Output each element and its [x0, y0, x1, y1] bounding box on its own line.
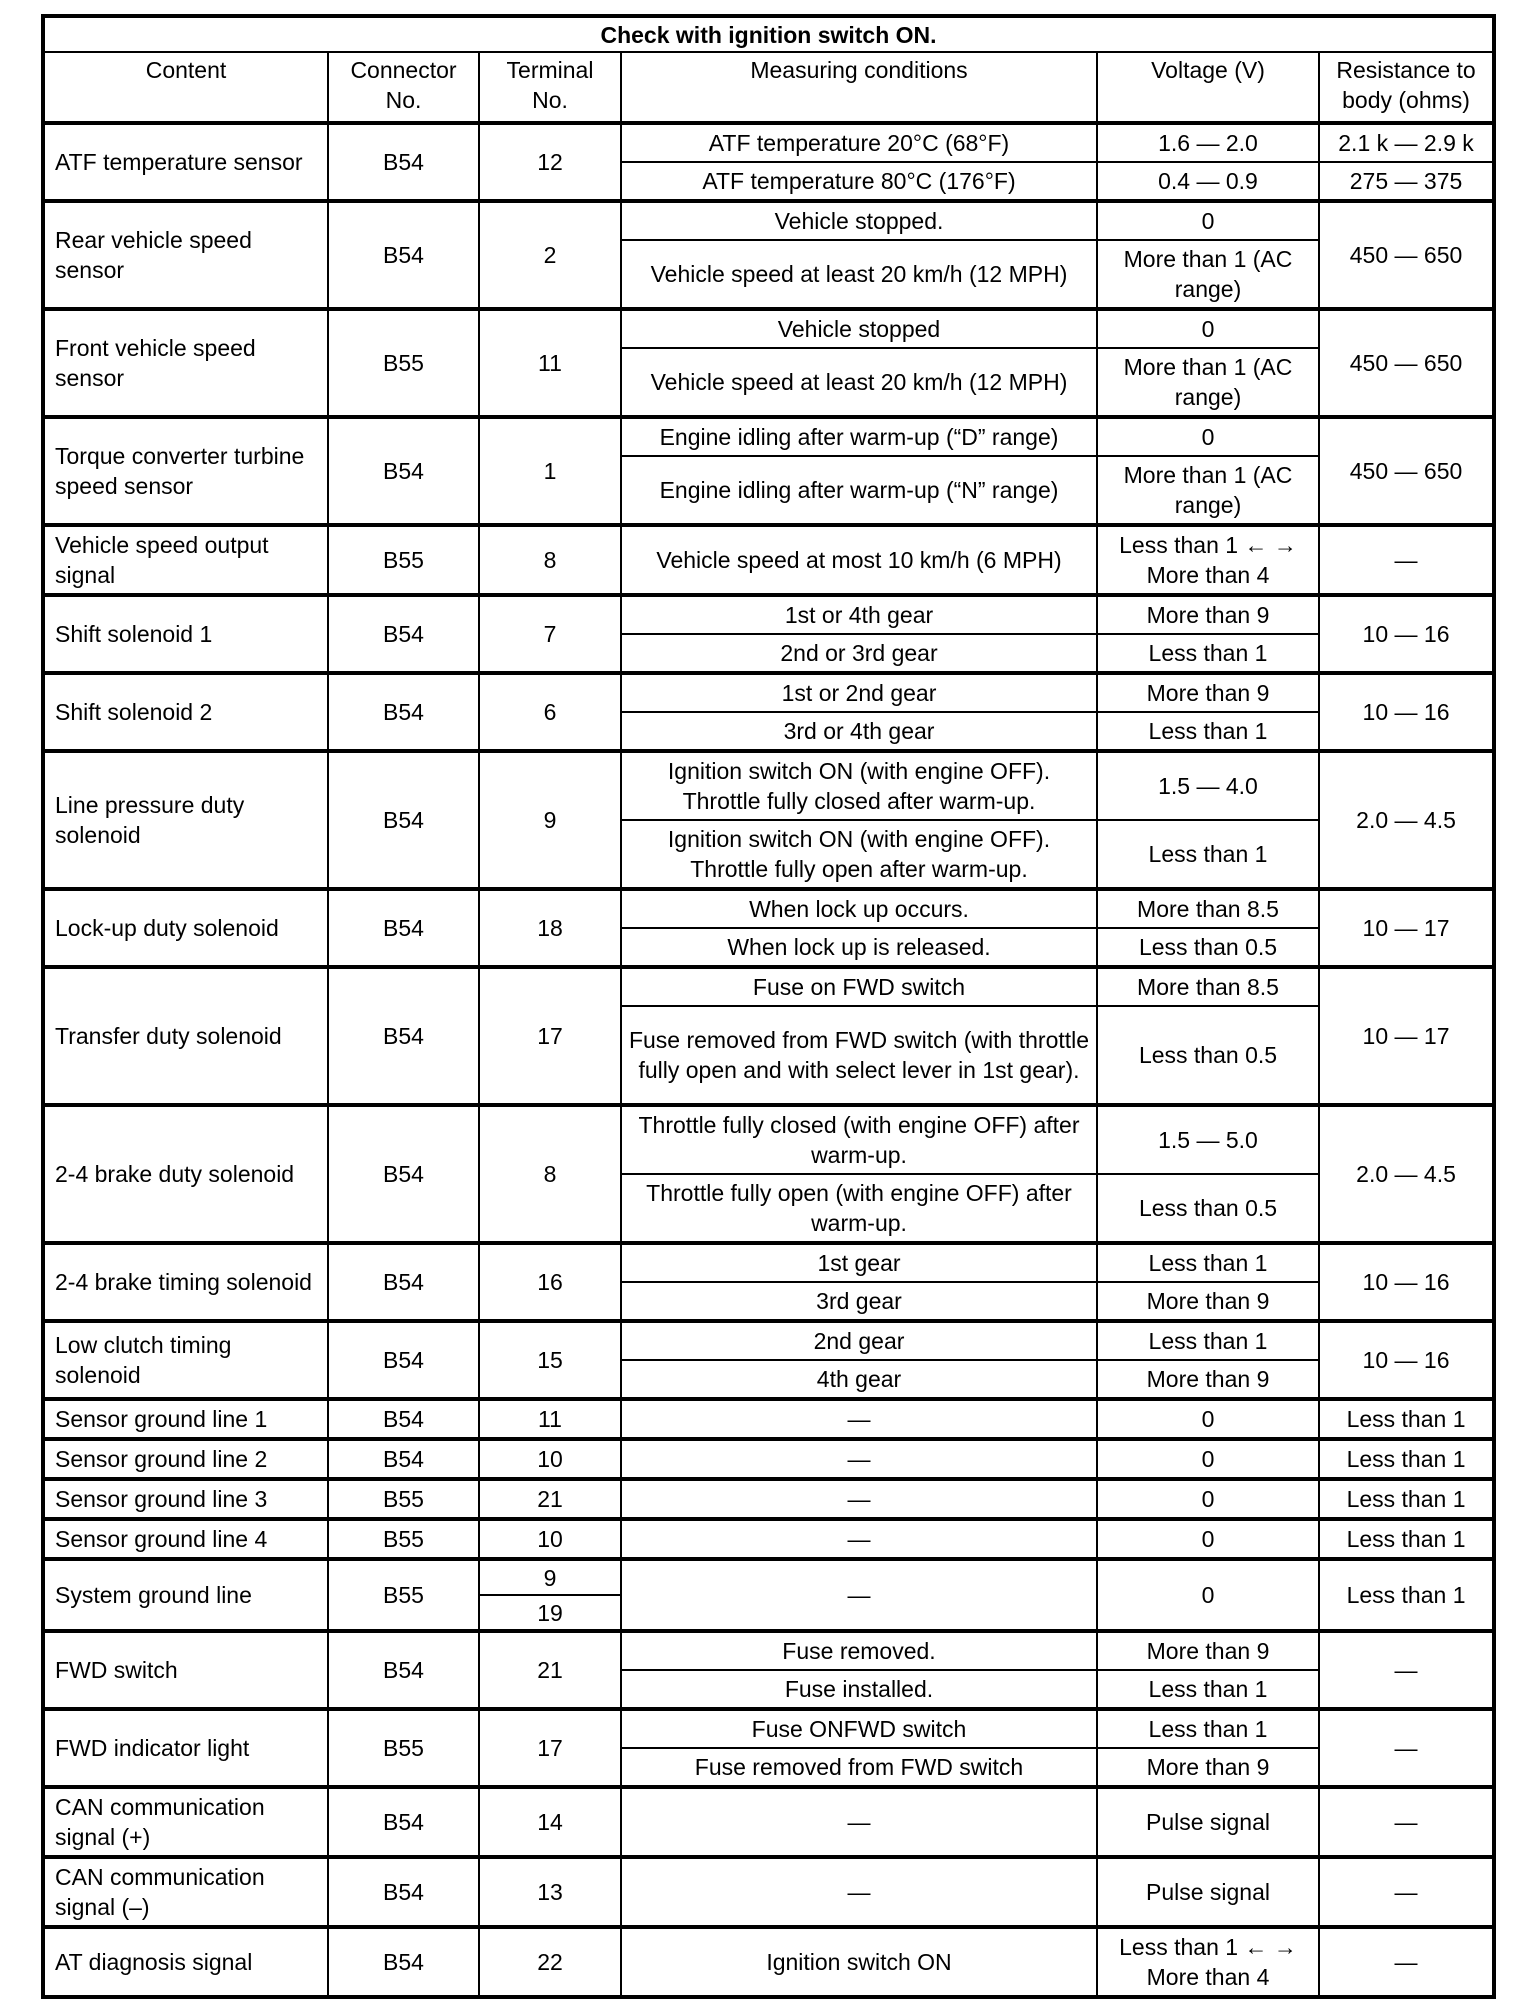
- voltage-cell: 0: [1097, 1559, 1319, 1631]
- resistance-cell: —: [1319, 1787, 1494, 1857]
- condition-cell: 2nd gear: [621, 1321, 1097, 1360]
- resistance-cell: 10 — 16: [1319, 595, 1494, 673]
- content-cell: ATF temperature sensor: [43, 123, 328, 201]
- resistance-cell: Less than 1: [1319, 1519, 1494, 1559]
- table-row: [43, 525, 1494, 595]
- terminal-cell: 7: [479, 595, 621, 673]
- resistance-cell: 2.1 k — 2.9 k: [1319, 123, 1494, 162]
- table-row: [43, 1709, 1494, 1748]
- condition-cell: Ignition switch ON: [621, 1927, 1097, 1997]
- condition-cell: Engine idling after warm-up (“N” range): [621, 456, 1097, 525]
- voltage-cell: 0: [1097, 417, 1319, 456]
- terminal-cell: 6: [479, 673, 621, 751]
- content-cell: Low clutch timing solenoid: [43, 1321, 328, 1399]
- table-row: [43, 1519, 1494, 1559]
- content-cell: System ground line: [43, 1559, 328, 1631]
- voltage-cell: More than 1 (AC range): [1097, 240, 1319, 309]
- resistance-cell: Less than 1: [1319, 1439, 1494, 1479]
- condition-cell: Vehicle speed at least 20 km/h (12 MPH): [621, 348, 1097, 417]
- terminal-cell: 13: [479, 1857, 621, 1927]
- condition-cell: Vehicle stopped: [621, 309, 1097, 348]
- connector-cell: B55: [328, 525, 479, 595]
- terminal-cell: 11: [479, 1399, 621, 1439]
- resistance-cell: 450 — 650: [1319, 309, 1494, 417]
- condition-cell: Fuse on FWD switch: [621, 967, 1097, 1006]
- content-cell: Sensor ground line 3: [43, 1479, 328, 1519]
- connector-cell: B54: [328, 1243, 479, 1321]
- voltage-cell: More than 9: [1097, 673, 1319, 712]
- table-row: [43, 1559, 1494, 1595]
- terminal-cell: 12: [479, 123, 621, 201]
- terminal-cell: 1: [479, 417, 621, 525]
- terminal-cell: 8: [479, 1105, 621, 1243]
- terminal-cell: 10: [479, 1439, 621, 1479]
- condition-cell: Engine idling after warm-up (“D” range): [621, 417, 1097, 456]
- condition-cell: —: [621, 1787, 1097, 1857]
- voltage-cell: More than 9: [1097, 595, 1319, 634]
- table-row: [43, 1399, 1494, 1439]
- connector-cell: B55: [328, 309, 479, 417]
- voltage-cell: Less than 0.5: [1097, 928, 1319, 967]
- content-cell: FWD indicator light: [43, 1709, 328, 1787]
- voltage-cell: Less than 0.5: [1097, 1174, 1319, 1243]
- resistance-cell: —: [1319, 1631, 1494, 1709]
- table-row: [43, 1243, 1494, 1282]
- resistance-cell: Less than 1: [1319, 1479, 1494, 1519]
- header-conditions: Measuring conditions: [621, 52, 1097, 123]
- content-cell: CAN communication signal (+): [43, 1787, 328, 1857]
- condition-cell: Ignition switch ON (with engine OFF). Throttle fully closed after warm-up.: [621, 751, 1097, 820]
- document-page: [41, 14, 1492, 1999]
- content-cell: Shift solenoid 1: [43, 595, 328, 673]
- condition-cell: 2nd or 3rd gear: [621, 634, 1097, 673]
- terminal-cell: 17: [479, 967, 621, 1105]
- condition-cell: Vehicle stopped.: [621, 201, 1097, 240]
- voltage-cell: Less than 0.5: [1097, 1006, 1319, 1105]
- terminal-cell: 14: [479, 1787, 621, 1857]
- content-cell: Line pressure duty solenoid: [43, 751, 328, 889]
- connector-cell: B54: [328, 1399, 479, 1439]
- terminal-cell: 18: [479, 889, 621, 967]
- voltage-cell: More than 8.5: [1097, 967, 1319, 1006]
- connector-cell: B54: [328, 1857, 479, 1927]
- condition-cell: 4th gear: [621, 1360, 1097, 1399]
- voltage-cell: Pulse signal: [1097, 1857, 1319, 1927]
- terminal-cell: 16: [479, 1243, 621, 1321]
- connector-cell: B55: [328, 1559, 479, 1631]
- content-cell: Torque converter turbine speed sensor: [43, 417, 328, 525]
- terminal-cell: 10: [479, 1519, 621, 1559]
- table-row: [43, 1105, 1494, 1174]
- content-cell: Sensor ground line 2: [43, 1439, 328, 1479]
- condition-cell: When lock up is released.: [621, 928, 1097, 967]
- connector-cell: B54: [328, 595, 479, 673]
- resistance-cell: 10 — 16: [1319, 1321, 1494, 1399]
- voltage-cell: More than 1 (AC range): [1097, 456, 1319, 525]
- voltage-cell: Less than 1 ← → More than 4: [1097, 1927, 1319, 1997]
- connector-cell: B54: [328, 1631, 479, 1709]
- voltage-cell: 0.4 — 0.9: [1097, 162, 1319, 201]
- resistance-cell: 275 — 375: [1319, 162, 1494, 201]
- terminal-cell: 21: [479, 1631, 621, 1709]
- voltage-cell: Less than 1: [1097, 1243, 1319, 1282]
- content-cell: 2-4 brake duty solenoid: [43, 1105, 328, 1243]
- voltage-cell: Less than 1: [1097, 1321, 1319, 1360]
- voltage-cell: 0: [1097, 1399, 1319, 1439]
- voltage-cell: More than 9: [1097, 1631, 1319, 1670]
- connector-cell: B54: [328, 123, 479, 201]
- table-row: [43, 673, 1494, 712]
- connector-cell: B54: [328, 1105, 479, 1243]
- condition-cell: 1st or 2nd gear: [621, 673, 1097, 712]
- connector-cell: B54: [328, 1321, 479, 1399]
- connector-cell: B54: [328, 1787, 479, 1857]
- voltage-cell: 0: [1097, 201, 1319, 240]
- header-terminal: Terminal No.: [479, 52, 621, 123]
- terminal-cell: 17: [479, 1709, 621, 1787]
- table-row: [43, 123, 1494, 162]
- content-cell: Vehicle speed output signal: [43, 525, 328, 595]
- condition-cell: 3rd gear: [621, 1282, 1097, 1321]
- content-cell: Shift solenoid 2: [43, 673, 328, 751]
- resistance-cell: —: [1319, 1709, 1494, 1787]
- connector-cell: B55: [328, 1479, 479, 1519]
- condition-cell: Vehicle speed at least 20 km/h (12 MPH): [621, 240, 1097, 309]
- resistance-cell: 10 — 16: [1319, 1243, 1494, 1321]
- header-voltage: Voltage (V): [1097, 52, 1319, 123]
- condition-cell: 3rd or 4th gear: [621, 712, 1097, 751]
- voltage-cell: Less than 1: [1097, 634, 1319, 673]
- voltage-cell: 1.6 — 2.0: [1097, 123, 1319, 162]
- voltage-cell: 0: [1097, 1519, 1319, 1559]
- condition-cell: 1st or 4th gear: [621, 595, 1097, 634]
- connector-cell: B54: [328, 1927, 479, 1997]
- resistance-cell: 2.0 — 4.5: [1319, 751, 1494, 889]
- voltage-cell: 0: [1097, 1479, 1319, 1519]
- content-cell: FWD switch: [43, 1631, 328, 1709]
- table-row: [43, 1857, 1494, 1927]
- voltage-cell: Pulse signal: [1097, 1787, 1319, 1857]
- voltage-cell: More than 9: [1097, 1282, 1319, 1321]
- resistance-cell: 450 — 650: [1319, 201, 1494, 309]
- condition-cell: Fuse removed from FWD switch (with throttle fully open and with select lever in 1st gear).: [621, 1006, 1097, 1105]
- table-row: [43, 417, 1494, 456]
- terminal-check-table: [41, 14, 1496, 1999]
- condition-cell: ATF temperature 20°C (68°F): [621, 123, 1097, 162]
- condition-cell: —: [621, 1559, 1097, 1631]
- terminal-cell: 22: [479, 1927, 621, 1997]
- voltage-cell: Less than 1 ← → More than 4: [1097, 525, 1319, 595]
- terminal-cell: 8: [479, 525, 621, 595]
- condition-cell: Fuse ONFWD switch: [621, 1709, 1097, 1748]
- connector-cell: B54: [328, 967, 479, 1105]
- connector-cell: B54: [328, 1439, 479, 1479]
- content-cell: CAN communication signal (–): [43, 1857, 328, 1927]
- header-connector: Connector No.: [328, 52, 479, 123]
- table-row: [43, 751, 1494, 820]
- connector-cell: B55: [328, 1519, 479, 1559]
- condition-cell: —: [621, 1519, 1097, 1559]
- connector-cell: B54: [328, 417, 479, 525]
- resistance-cell: 10 — 17: [1319, 967, 1494, 1105]
- resistance-cell: —: [1319, 1927, 1494, 1997]
- resistance-cell: 2.0 — 4.5: [1319, 1105, 1494, 1243]
- resistance-cell: 10 — 16: [1319, 673, 1494, 751]
- condition-cell: Vehicle speed at most 10 km/h (6 MPH): [621, 525, 1097, 595]
- terminal-cell: 21: [479, 1479, 621, 1519]
- table-row: [43, 1787, 1494, 1857]
- condition-cell: Ignition switch ON (with engine OFF). Throttle fully open after warm-up.: [621, 820, 1097, 889]
- content-cell: Sensor ground line 4: [43, 1519, 328, 1559]
- resistance-cell: 450 — 650: [1319, 417, 1494, 525]
- voltage-cell: More than 9: [1097, 1748, 1319, 1787]
- header-resistance: Resistance to body (ohms): [1319, 52, 1494, 123]
- voltage-cell: More than 9: [1097, 1360, 1319, 1399]
- voltage-cell: Less than 1: [1097, 1709, 1319, 1748]
- content-cell: AT diagnosis signal: [43, 1927, 328, 1997]
- connector-cell: B54: [328, 201, 479, 309]
- condition-cell: Throttle fully closed (with engine OFF) after warm-up.: [621, 1105, 1097, 1174]
- content-cell: Transfer duty solenoid: [43, 967, 328, 1105]
- resistance-cell: 10 — 17: [1319, 889, 1494, 967]
- terminal-cell: 19: [479, 1595, 621, 1631]
- connector-cell: B54: [328, 751, 479, 889]
- condition-cell: —: [621, 1399, 1097, 1439]
- terminal-cell: 9: [479, 751, 621, 889]
- resistance-cell: Less than 1: [1319, 1559, 1494, 1631]
- voltage-cell: 1.5 — 5.0: [1097, 1105, 1319, 1174]
- connector-cell: B54: [328, 673, 479, 751]
- terminal-cell: 11: [479, 309, 621, 417]
- condition-cell: Fuse removed from FWD switch: [621, 1748, 1097, 1787]
- terminal-cell: 2: [479, 201, 621, 309]
- condition-cell: When lock up occurs.: [621, 889, 1097, 928]
- table-row: [43, 595, 1494, 634]
- condition-cell: —: [621, 1439, 1097, 1479]
- voltage-cell: 1.5 — 4.0: [1097, 751, 1319, 820]
- condition-cell: —: [621, 1479, 1097, 1519]
- condition-cell: 1st gear: [621, 1243, 1097, 1282]
- condition-cell: ATF temperature 80°C (176°F): [621, 162, 1097, 201]
- connector-cell: B54: [328, 889, 479, 967]
- table-row: [43, 201, 1494, 240]
- terminal-cell: 9: [479, 1559, 621, 1595]
- table-row: [43, 1439, 1494, 1479]
- resistance-cell: —: [1319, 525, 1494, 595]
- resistance-cell: Less than 1: [1319, 1399, 1494, 1439]
- terminal-cell: 15: [479, 1321, 621, 1399]
- header-content: Content: [43, 52, 328, 123]
- voltage-cell: 0: [1097, 1439, 1319, 1479]
- condition-cell: Fuse installed.: [621, 1670, 1097, 1709]
- voltage-cell: Less than 1: [1097, 712, 1319, 751]
- table-row: [43, 1927, 1494, 1997]
- table-row: [43, 1321, 1494, 1360]
- condition-cell: Fuse removed.: [621, 1631, 1097, 1670]
- voltage-cell: More than 8.5: [1097, 889, 1319, 928]
- content-cell: Rear vehicle speed sensor: [43, 201, 328, 309]
- table-row: [43, 889, 1494, 928]
- connector-cell: B55: [328, 1709, 479, 1787]
- content-cell: Front vehicle speed sensor: [43, 309, 328, 417]
- content-cell: 2-4 brake timing solenoid: [43, 1243, 328, 1321]
- voltage-cell: 0: [1097, 309, 1319, 348]
- voltage-cell: More than 1 (AC range): [1097, 348, 1319, 417]
- condition-cell: —: [621, 1857, 1097, 1927]
- resistance-cell: —: [1319, 1857, 1494, 1927]
- table-row: [43, 1631, 1494, 1670]
- voltage-cell: Less than 1: [1097, 820, 1319, 889]
- table-row: [43, 967, 1494, 1006]
- content-cell: Lock-up duty solenoid: [43, 889, 328, 967]
- table-row: [43, 1479, 1494, 1519]
- table-row: [43, 309, 1494, 348]
- content-cell: Sensor ground line 1: [43, 1399, 328, 1439]
- table-title: Check with ignition switch ON.: [43, 16, 1494, 52]
- voltage-cell: Less than 1: [1097, 1670, 1319, 1709]
- condition-cell: Throttle fully open (with engine OFF) after warm-up.: [621, 1174, 1097, 1243]
- table-body: [43, 123, 1494, 1997]
